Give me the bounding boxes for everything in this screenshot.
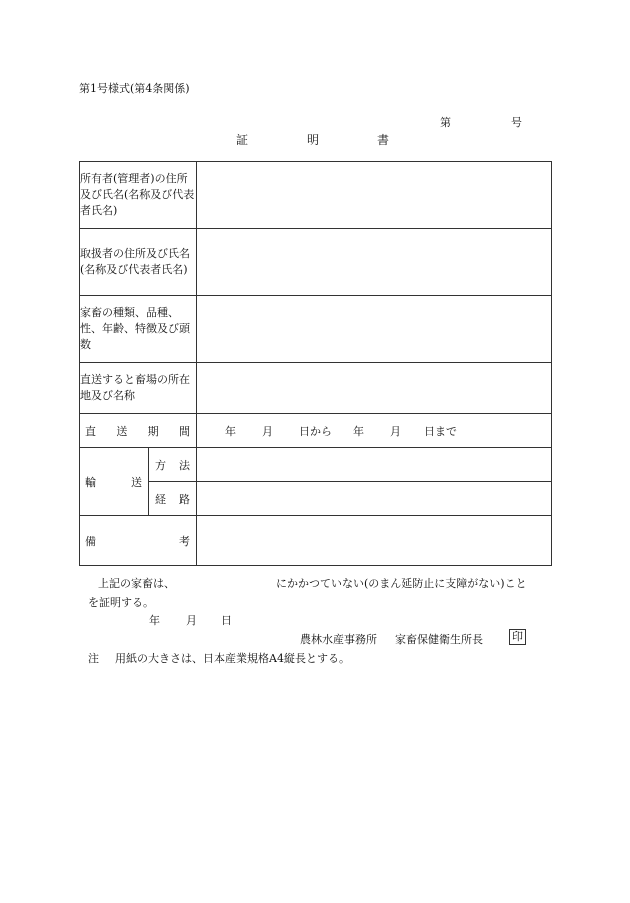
statement-text-3: を証明する。 bbox=[88, 596, 154, 609]
period-field[interactable] bbox=[197, 414, 552, 448]
table-row-livestock bbox=[80, 296, 552, 363]
transport-label-char: 輸 bbox=[85, 475, 96, 489]
statement-text-2: にかかつていない(のまん延防止に支障がない)こと bbox=[276, 577, 527, 590]
certificate-table bbox=[79, 161, 552, 566]
remarks-label bbox=[80, 516, 197, 566]
period-label-char: 期 bbox=[147, 424, 159, 438]
slaughterhouse-field[interactable] bbox=[197, 363, 552, 414]
issue-date-year: 年 bbox=[149, 614, 160, 627]
route-label-char: 路 bbox=[179, 492, 191, 506]
livestock-field[interactable] bbox=[197, 296, 552, 363]
table-row-owner bbox=[80, 162, 552, 229]
remarks-label-char: 考 bbox=[179, 534, 191, 548]
remarks-label-char: 備 bbox=[85, 534, 96, 548]
issue-date-month: 月 bbox=[186, 614, 197, 627]
route-label bbox=[149, 482, 197, 516]
issuer-director: 家畜保健衛生所長 bbox=[395, 633, 483, 646]
slaughterhouse-label: 直送すると畜場の所在地及び名称 bbox=[80, 363, 197, 414]
certificate-number-suffix: 号 bbox=[511, 116, 522, 129]
period-end-year: 年 bbox=[353, 424, 365, 438]
transport-label-char: 送 bbox=[131, 475, 142, 489]
seal-mark: 印 bbox=[509, 629, 526, 645]
statement-text-1: 上記の家畜は、 bbox=[98, 577, 175, 590]
period-label-char: 間 bbox=[178, 424, 190, 438]
period-label-char: 送 bbox=[116, 424, 128, 438]
period-start-year: 年 bbox=[225, 424, 237, 438]
period-start-month: 月 bbox=[262, 424, 274, 438]
document-title-char-3: 書 bbox=[377, 133, 390, 147]
method-field[interactable] bbox=[197, 448, 552, 482]
table-row-remarks bbox=[80, 516, 552, 566]
handler-label: 取扱者の住所及び氏名(名称及び代表者氏名) bbox=[80, 229, 197, 296]
document-title-char-1: 証 bbox=[236, 133, 249, 147]
period-label bbox=[80, 414, 197, 448]
note-text: 用紙の大きさは、日本産業規格A4縦長とする。 bbox=[115, 652, 350, 665]
period-label-char: 直 bbox=[85, 424, 96, 438]
period-end-day: 日まで bbox=[424, 424, 458, 438]
method-label-char: 法 bbox=[179, 458, 191, 472]
period-start-day: 日から bbox=[299, 424, 333, 438]
certificate-number-prefix: 第 bbox=[440, 116, 451, 129]
document-title-char-2: 明 bbox=[307, 133, 320, 147]
form-number-label: 第1号様式(第4条関係) bbox=[79, 82, 190, 95]
table-row-transport-route bbox=[80, 482, 552, 516]
table-row-slaughterhouse bbox=[80, 363, 552, 414]
table-row-period bbox=[80, 414, 552, 448]
method-label bbox=[149, 448, 197, 482]
issue-date-day: 日 bbox=[221, 614, 232, 627]
transport-label bbox=[80, 448, 149, 516]
route-label-char: 経 bbox=[155, 492, 166, 506]
method-label-char: 方 bbox=[155, 458, 166, 472]
handler-field[interactable] bbox=[197, 229, 552, 296]
table-row-transport-method bbox=[80, 448, 552, 482]
owner-field[interactable] bbox=[197, 162, 552, 229]
period-end-month: 月 bbox=[390, 424, 402, 438]
issuer-office: 農林水産事務所 bbox=[300, 633, 377, 646]
route-field[interactable] bbox=[197, 482, 552, 516]
remarks-field[interactable] bbox=[197, 516, 552, 566]
note-label: 注 bbox=[88, 652, 99, 665]
table-row-handler bbox=[80, 229, 552, 296]
owner-label: 所有者(管理者)の住所及び氏名(名称及び代表者氏名) bbox=[80, 162, 197, 229]
livestock-label: 家畜の種類、品種、性、年齢、特徴及び頭数 bbox=[80, 296, 197, 363]
